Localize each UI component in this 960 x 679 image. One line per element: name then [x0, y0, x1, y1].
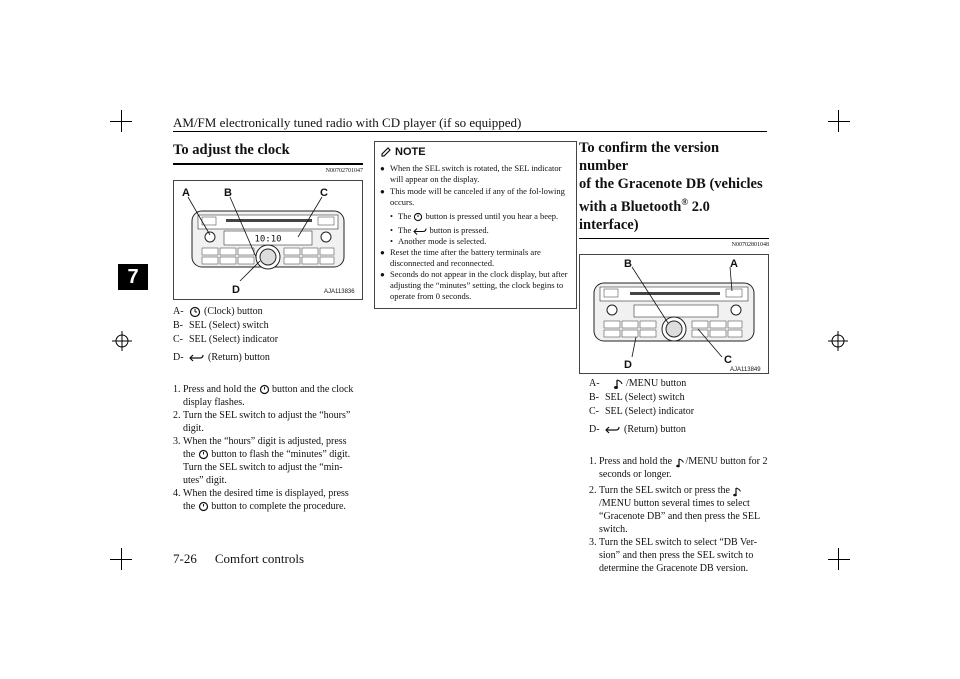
label-d: D- (Return) button	[589, 424, 686, 436]
step-3: 3. Turn the SEL switch to select “DB Ver-sion” and then press the SEL switch to determine the Gracenote DB version.	[589, 537, 758, 575]
steps	[173, 383, 361, 513]
label-c: C- SEL (Select) indicator	[589, 406, 695, 418]
step-1: 1. Press and hold the button and the clock display flashes.	[173, 383, 354, 408]
steps	[589, 455, 771, 575]
return-icon	[189, 353, 205, 363]
page-header: AM/FM electronically tuned radio with CD player (if so equipped)	[173, 115, 522, 130]
step-2: 2. Turn the SEL switch or press the /MENU button several times to select “Gracenote DB” and then press the SEL switch.	[589, 485, 760, 536]
label-list	[579, 377, 769, 437]
label-b: B- SEL (Select) switch	[589, 392, 685, 404]
label-list	[173, 305, 363, 365]
crop-mark	[110, 121, 132, 122]
clock-icon	[259, 384, 270, 395]
note-sub-item: • Another mode is selected.	[390, 236, 487, 247]
clock-icon	[413, 212, 423, 222]
figure-id: AJA113849	[730, 367, 761, 374]
note-sub-item: • The button is pressed until you hear a beep.	[390, 211, 559, 221]
step-1: 1. Press and hold the /MENU button for 2 seconds or longer.	[589, 456, 768, 481]
section-code: N00702801048	[731, 242, 769, 249]
callout-d: D	[624, 359, 632, 372]
clock-icon	[189, 306, 201, 318]
step-4: 4. When the desired time is displayed, press the button to complete the procedure.	[173, 487, 349, 512]
music-note-icon	[732, 486, 743, 497]
label-c: C- SEL (Select) indicator	[173, 333, 279, 345]
note-sub-item: • The button is pressed.	[390, 225, 489, 236]
note-box	[374, 141, 577, 309]
music-note-icon	[613, 378, 625, 390]
clock-display: 10:10	[254, 234, 282, 244]
figure-id: AJA113836	[324, 288, 355, 295]
page-number: 7-26	[173, 551, 197, 566]
clock-icon	[198, 449, 209, 460]
callout-c: C	[724, 354, 732, 367]
pencil-icon	[380, 146, 392, 158]
label-d: D- (Return) button	[173, 351, 270, 363]
callout-a: A	[730, 258, 738, 271]
heading-rule	[579, 238, 769, 240]
return-icon	[413, 227, 427, 236]
step-2: 2. Turn the SEL switch to adjust the “hours” digit.	[173, 409, 351, 434]
section-heading: To adjust the clock	[173, 142, 290, 158]
chapter-tab: 7	[118, 264, 148, 290]
crop-mark	[828, 121, 850, 122]
label-a: A- (Clock) button	[173, 305, 263, 317]
label-a: A- /MENU button	[589, 378, 687, 390]
note-bullet: ● When the SEL switch is rotated, the SEL indicator will appear on the display.	[380, 163, 562, 184]
registration-mark	[112, 331, 132, 351]
callout-c: C	[320, 186, 328, 199]
radio-figure	[579, 254, 769, 374]
heading-rule	[173, 163, 363, 165]
callout-d: D	[232, 283, 240, 296]
music-note-icon	[675, 457, 686, 468]
header-rule	[173, 131, 767, 132]
crop-mark	[828, 559, 850, 560]
crop-mark	[110, 559, 132, 560]
callout-b: B	[624, 258, 632, 271]
callout-a: A	[182, 186, 190, 199]
note-title: NOTE	[380, 146, 571, 158]
label-b: B- SEL (Select) switch	[173, 319, 269, 331]
note-bullet: ● Reset the time after the battery terminals are disconnected and reconnected.	[380, 247, 541, 269]
footer-section: Comfort controls	[214, 551, 305, 566]
callout-b: B	[224, 186, 232, 199]
column-gracenote	[579, 139, 769, 575]
return-icon	[605, 425, 621, 435]
section-heading: To confirm the version number of the Gracenote DB (vehicles with a Bluetooth® 2.0 interface)	[579, 140, 763, 233]
registration-mark	[828, 331, 848, 351]
column-clock	[173, 141, 363, 513]
note-bullet: ● This mode will be canceled if any of the fol-lowing occurs.	[380, 186, 565, 207]
section-code: N00702701047	[325, 167, 363, 174]
page-footer	[173, 551, 304, 567]
note-bullet: ● Seconds do not appear in the clock display, but after adjusting the “minutes” setting, the clock begins to operate from 0 seconds.	[380, 269, 568, 302]
radio-figure	[173, 180, 363, 300]
step-3: 3. When the “hours” digit is adjusted, press the button to flash the “minutes” digit. Turn the SEL switch to adjust the “min-utes” digit.	[173, 435, 351, 486]
clock-icon	[198, 501, 209, 512]
